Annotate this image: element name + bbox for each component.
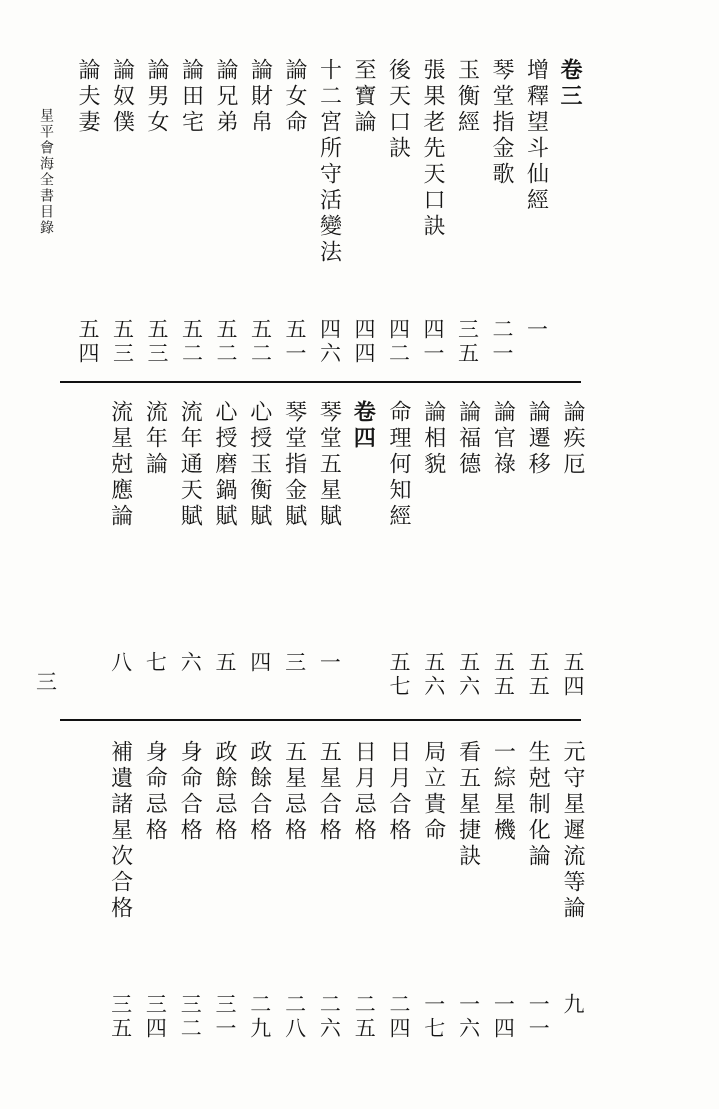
volume-heading: 卷三: [557, 58, 583, 110]
toc-entry-title: 命理何知經: [386, 400, 411, 530]
toc-entry-title: 論福德: [455, 400, 481, 478]
toc-entry-title: 張果老先天口訣: [420, 58, 445, 240]
toc-entry-page: 三五: [455, 318, 480, 366]
toc-entry-title: 增釋望斗仙經: [523, 58, 549, 214]
toc-entry-page: 一六: [456, 993, 481, 1041]
toc-entry-title: 論財帛: [247, 58, 273, 136]
toc-entry-page: 一七: [421, 993, 446, 1041]
toc-entry-title: 至寶論: [351, 58, 376, 136]
toc-entry-page: 五六: [456, 651, 481, 699]
toc-entry-title: 琴堂指金歌: [489, 58, 514, 188]
toc-entry-title: 身命忌格: [142, 740, 168, 844]
toc-entry-title: 論田宅: [178, 58, 204, 136]
toc-entry-title: 五星忌格: [281, 740, 307, 844]
page-number: 三: [36, 670, 57, 694]
toc-entry-page: 三五: [108, 993, 133, 1041]
section-divider: [60, 381, 581, 383]
toc-entry-title: 論夫妻: [75, 58, 100, 136]
toc-entry-page: 六: [178, 651, 203, 675]
toc-entry-page: 一四: [491, 993, 516, 1041]
toc-entry-title: 政餘忌格: [212, 740, 237, 844]
toc-entry-title: 身命合格: [177, 740, 203, 844]
toc-entry-title: 五星合格: [316, 740, 342, 844]
toc-entry-page: 一: [317, 651, 342, 675]
toc-entry-page: 五二: [248, 318, 273, 366]
toc-entry-page: 四四: [352, 318, 376, 366]
toc-entry-title: 論疾厄: [560, 400, 585, 478]
toc-entry-page: 五一: [283, 318, 307, 366]
toc-entry-title: 元守星遲流等論: [560, 740, 585, 922]
toc-entry-page: 五五: [526, 651, 551, 699]
toc-entry-page: 二九: [247, 993, 272, 1041]
toc-entry-title: 琴堂五星賦: [316, 400, 342, 530]
toc-entry-page: 二八: [282, 993, 307, 1041]
toc-entry-title: 論奴僕: [109, 58, 135, 136]
toc-entry-title: 論官祿: [490, 400, 516, 478]
toc-entry-page: 五四: [76, 318, 100, 366]
toc-entry-title: 琴堂指金賦: [281, 400, 307, 530]
toc-entry-page: 四: [247, 651, 272, 675]
toc-entry-page: 三一: [213, 993, 237, 1041]
toc-entry-page: 五六: [421, 651, 446, 699]
toc-entry-title: 後天口訣: [385, 58, 411, 162]
toc-entry-title: 生尅制化論: [525, 740, 551, 870]
toc-entry-page: 三二: [178, 993, 203, 1041]
toc-entry-title: 日月合格: [386, 740, 411, 844]
toc-entry-page: 四二: [386, 318, 411, 366]
toc-entry-page: 八: [108, 651, 133, 675]
running-head: 星平會海全書目錄: [38, 108, 54, 236]
toc-entry-page: 一: [524, 318, 549, 342]
toc-entry-page: 四六: [317, 318, 342, 366]
toc-entry-title: 心授玉衡賦: [246, 400, 272, 530]
toc-entry-page: 二六: [317, 993, 342, 1041]
section-divider: [60, 719, 581, 721]
toc-entry-title: 流年通天賦: [177, 400, 203, 530]
toc-entry-title: 心授磨鍋賦: [212, 400, 237, 530]
toc-entry-page: 五五: [491, 651, 516, 699]
toc-entry-page: 九: [561, 993, 585, 1017]
toc-entry-title: 論男女: [144, 58, 169, 136]
toc-entry-page: 一一: [526, 993, 551, 1041]
toc-entry-title: 一綜星機: [490, 740, 516, 844]
toc-entry-title: 論相貌: [420, 400, 446, 478]
toc-entry-title: 流年論: [142, 400, 168, 478]
toc-entry-page: 五七: [387, 651, 411, 699]
toc-entry-page: 五四: [561, 651, 585, 699]
toc-entry-title: 補遺諸星次合格: [107, 740, 133, 922]
toc-entry-page: 五二: [214, 318, 238, 366]
toc-entry-page: 二一: [490, 318, 514, 366]
toc-entry-page: 七: [143, 651, 168, 675]
toc-entry-title: 論女命: [282, 58, 307, 136]
toc-entry-page: 五三: [145, 318, 169, 366]
toc-entry-title: 看五星捷訣: [455, 740, 481, 870]
toc-entry-page: 二四: [387, 993, 411, 1041]
toc-entry-page: 二五: [352, 993, 377, 1041]
toc-entry-page: 四一: [421, 318, 445, 366]
toc-entry-page: 五二: [179, 318, 204, 366]
toc-entry-page: 三四: [143, 993, 168, 1041]
toc-entry-title: 流星尅應論: [107, 400, 133, 530]
toc-entry-title: 局立貴命: [420, 740, 446, 844]
toc-entry-page: 三: [282, 651, 307, 675]
toc-entry-title: 十二宮所守活變法: [316, 58, 342, 266]
toc-entry-title: 玉衡經: [454, 58, 480, 136]
toc-entry-title: 日月忌格: [351, 740, 377, 844]
toc-entry-title: 政餘合格: [246, 740, 272, 844]
toc-entry-page: 五: [213, 651, 237, 675]
volume-heading: 卷四: [350, 400, 377, 452]
toc-entry-title: 論遷移: [525, 400, 551, 478]
toc-entry-page: 五三: [110, 318, 135, 366]
toc-entry-title: 論兄弟: [213, 58, 238, 136]
